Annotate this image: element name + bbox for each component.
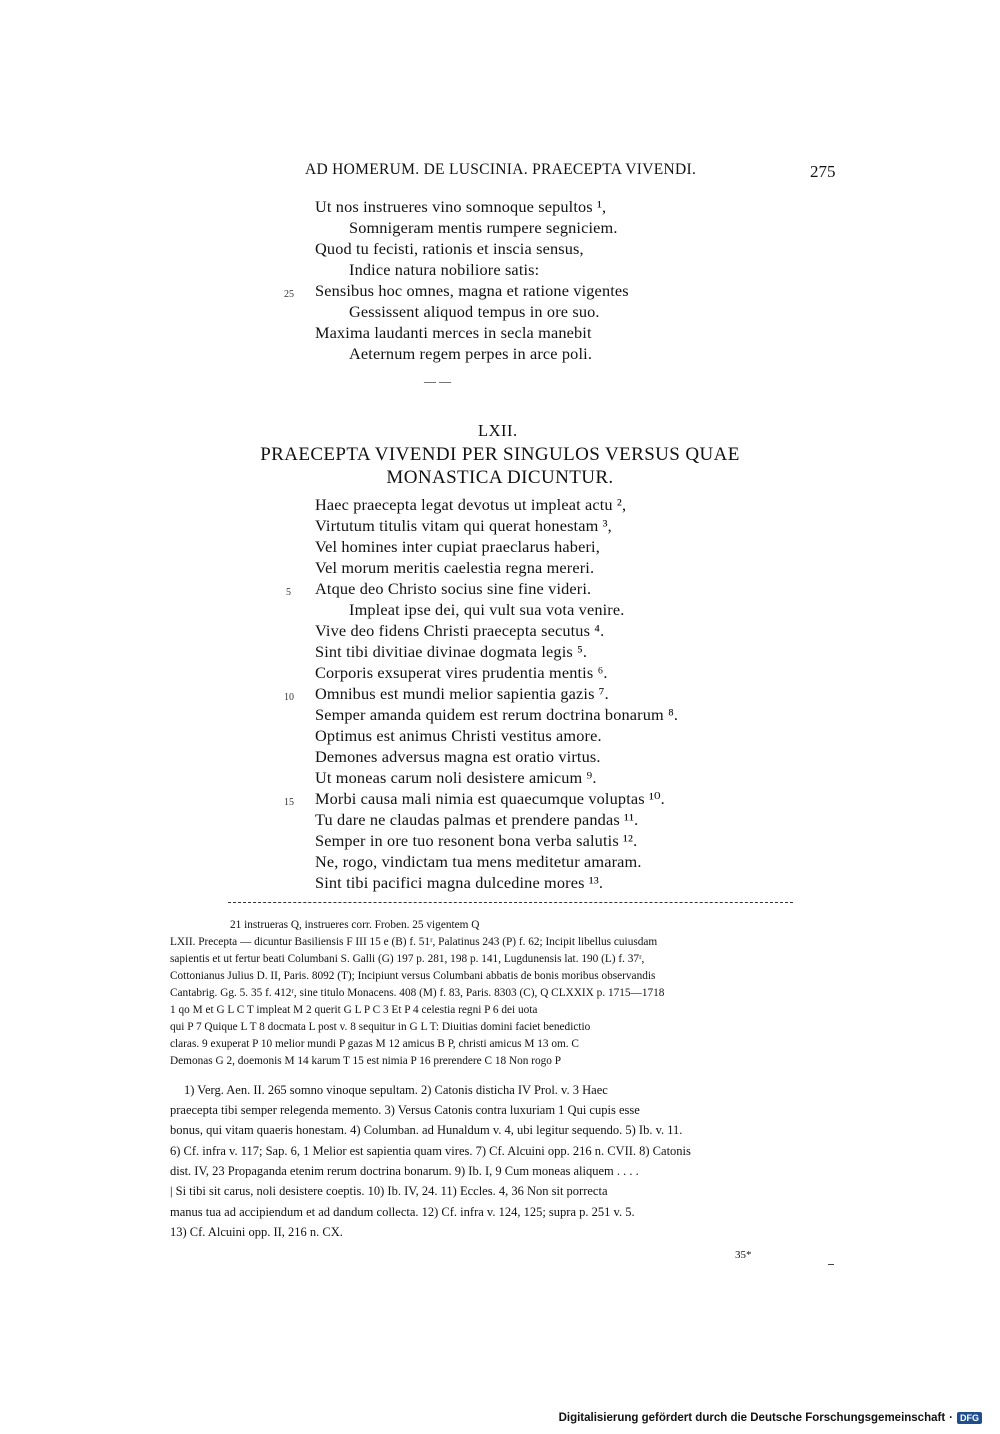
apparatus-line: Cantabrig. Gg. 5. 35 f. 412ʳ, sine titulo Monacens. 408 (M) f. 83, Paris. 8303 (C), Q CLXXIX p. 1715—1718	[170, 987, 665, 999]
verse-line: Indice natura nobiliore satis:	[349, 260, 540, 279]
apparatus-line: 21 instrueras Q, instrueres corr. Froben. 25 vigentem Q	[230, 919, 480, 931]
signature-mark: 35*	[735, 1249, 752, 1261]
verse-line: Sensibus hoc omnes, magna et ratione vigentes	[315, 281, 629, 300]
running-title: AD HOMERUM. DE LUSCINIA. PRAECEPTA VIVENDI.	[305, 161, 697, 178]
verse-line: Ut moneas carum noli desistere amicum ⁹.	[315, 768, 597, 787]
poem-number: LXII.	[478, 421, 518, 440]
verse-line: Demones adversus magna est oratio virtus.	[315, 747, 601, 766]
footnote-line: 6) Cf. infra v. 117; Sap. 6, 1 Melior est sapientia quam vires. 7) Cf. Alcuini opp. 216 n. CVII. 8) Catonis	[170, 1144, 691, 1158]
verse-line: Gessissent aliquod tempus in ore suo.	[349, 302, 600, 321]
footnote-line: bonus, qui vitam quaeris honestam. 4) Columban. ad Hunaldum v. 4, ubi legitur sequendo. 5) Ib. v. 11.	[170, 1123, 683, 1137]
dash-mark	[828, 1264, 834, 1265]
footnote-line: 1) Verg. Aen. II. 265 somno vinoque sepultam. 2) Catonis disticha IV Prol. v. 3 Haec	[184, 1083, 608, 1097]
apparatus-line: Demonas G 2, doemonis M 14 karum T 15 est nimia P 16 prerendere C 18 Non rogo P	[170, 1055, 562, 1067]
line-number: 10	[284, 692, 294, 703]
footnote-line: praecepta tibi semper relegenda memento. 3) Versus Catonis contra luxuriam 1 Qui cupis esse	[170, 1103, 640, 1117]
footnote-line: | Si tibi sit carus, noli desistere coeptis. 10) Ib. IV, 24. 11) Eccles. 4, 36 Non sit porrecta	[170, 1184, 608, 1198]
apparatus-line: sapientis et ut fertur beati Columbani S. Galli (G) 197 p. 281, 198 p. 141, Lugdunensis lat. 190 (L) f. 37ʳ,	[170, 953, 645, 965]
verse-line: Sint tibi divitiae divinae dogmata legis ⁵.	[315, 642, 588, 661]
verse-line: Ne, rogo, vindictam tua mens meditetur amaram.	[315, 852, 642, 871]
verse-line: Vel homines inter cupiat praeclarus haberi,	[315, 537, 600, 556]
apparatus-line: claras. 9 exuperat P 10 melior mundi P gazas M 12 amicus B P, christi amicus M 13 om. C	[170, 1038, 579, 1050]
verse-line: Atque deo Christo socius sine fine videri.	[315, 579, 592, 598]
verse-line: Optimus est animus Christi vestitus amore.	[315, 726, 602, 745]
verse-line: Ut nos instrueres vino somnoque sepultos ¹,	[315, 197, 607, 216]
verse-line: Semper in ore tuo resonent bona verba salutis ¹².	[315, 831, 638, 850]
verse-line: Semper amanda quidem est rerum doctrina bonarum ⁸.	[315, 705, 679, 724]
verse-line: Quod tu fecisti, rationis et inscia sensus,	[315, 239, 584, 258]
verse-line: Maxima laudanti merces in secla manebit	[315, 323, 592, 342]
poem-title-line-2: MONASTICA DICUNTUR.	[386, 467, 614, 488]
apparatus-line: LXII. Precepta — dicuntur Basiliensis F III 15 e (B) f. 51ʳ, Palatinus 243 (P) f. 62; Incipit libellus cuiusdam	[170, 936, 658, 948]
line-number: 15	[284, 797, 294, 808]
separator-line	[228, 902, 793, 903]
verse-line: Impleat ipse dei, qui vult sua vota venire.	[349, 600, 625, 619]
dfg-footer	[559, 1412, 982, 1424]
verse-line: Vel morum meritis caelestia regna mereri.	[315, 558, 595, 577]
apparatus-line: qui P 7 Quique L T 8 docmata L post v. 8 sequitur in G L T: Diuitias domini faciet benedictio	[170, 1021, 591, 1033]
verse-line: Aeternum regem perpes in arce poli.	[349, 344, 593, 363]
dfg-logo-icon: DFG	[957, 1412, 982, 1424]
apparatus-line: Cottonianus Julius D. II, Paris. 8092 (T); Incipiunt versus Columbani abbatis de bonis moribus observandis	[170, 970, 656, 982]
verse-line: Sint tibi pacifici magna dulcedine mores ¹³.	[315, 873, 604, 892]
verse-line: Omnibus est mundi melior sapientia gazis ⁷.	[315, 684, 609, 703]
page-number: 275	[810, 162, 836, 181]
footer-text: Digitalisierung gefördert durch die Deutsche Forschungsgemeinschaft	[558, 1412, 946, 1424]
verse-line: Tu dare ne claudas palmas et prendere pandas ¹¹.	[315, 810, 639, 829]
verse-line: Somnigeram mentis rumpere segniciem.	[349, 218, 618, 237]
verse-line: Vive deo fidens Christi praecepta secutus ⁴.	[315, 621, 605, 640]
footnote-line: manus tua ad accipiendum et ad dandum collecta. 12) Cf. infra v. 124, 125; supra p. 251 v. 5.	[170, 1205, 635, 1219]
poem-title-line-1: PRAECEPTA VIVENDI PER SINGULOS VERSUS QUAE	[260, 444, 740, 465]
verse-line: Corporis exsuperat vires prudentia mentis ⁶.	[315, 663, 608, 682]
verse-line: Morbi causa mali nimia est quaecumque voluptas ¹⁰.	[315, 789, 665, 808]
footnote-line: 13) Cf. Alcuini opp. II, 216 n. CX.	[170, 1225, 343, 1239]
line-number: 5	[286, 587, 291, 598]
apparatus-line: 1 qo M et G L C T impleat M 2 querit G L P C 3 Et P 4 celestia regni P 6 dei uota	[170, 1004, 538, 1016]
end-mark: — —	[424, 374, 451, 388]
verse-line: Haec praecepta legat devotus ut impleat actu ²,	[315, 495, 627, 514]
line-number: 25	[284, 289, 294, 300]
footnote-line: dist. IV, 23 Propaganda etenim rerum doctrina bonarum. 9) Ib. I, 9 Cum moneas aliquem . . . .	[170, 1164, 639, 1178]
footer-separator-icon: ·	[949, 1412, 953, 1424]
verse-line: Virtutum titulis vitam qui querat honestam ³,	[315, 516, 612, 535]
